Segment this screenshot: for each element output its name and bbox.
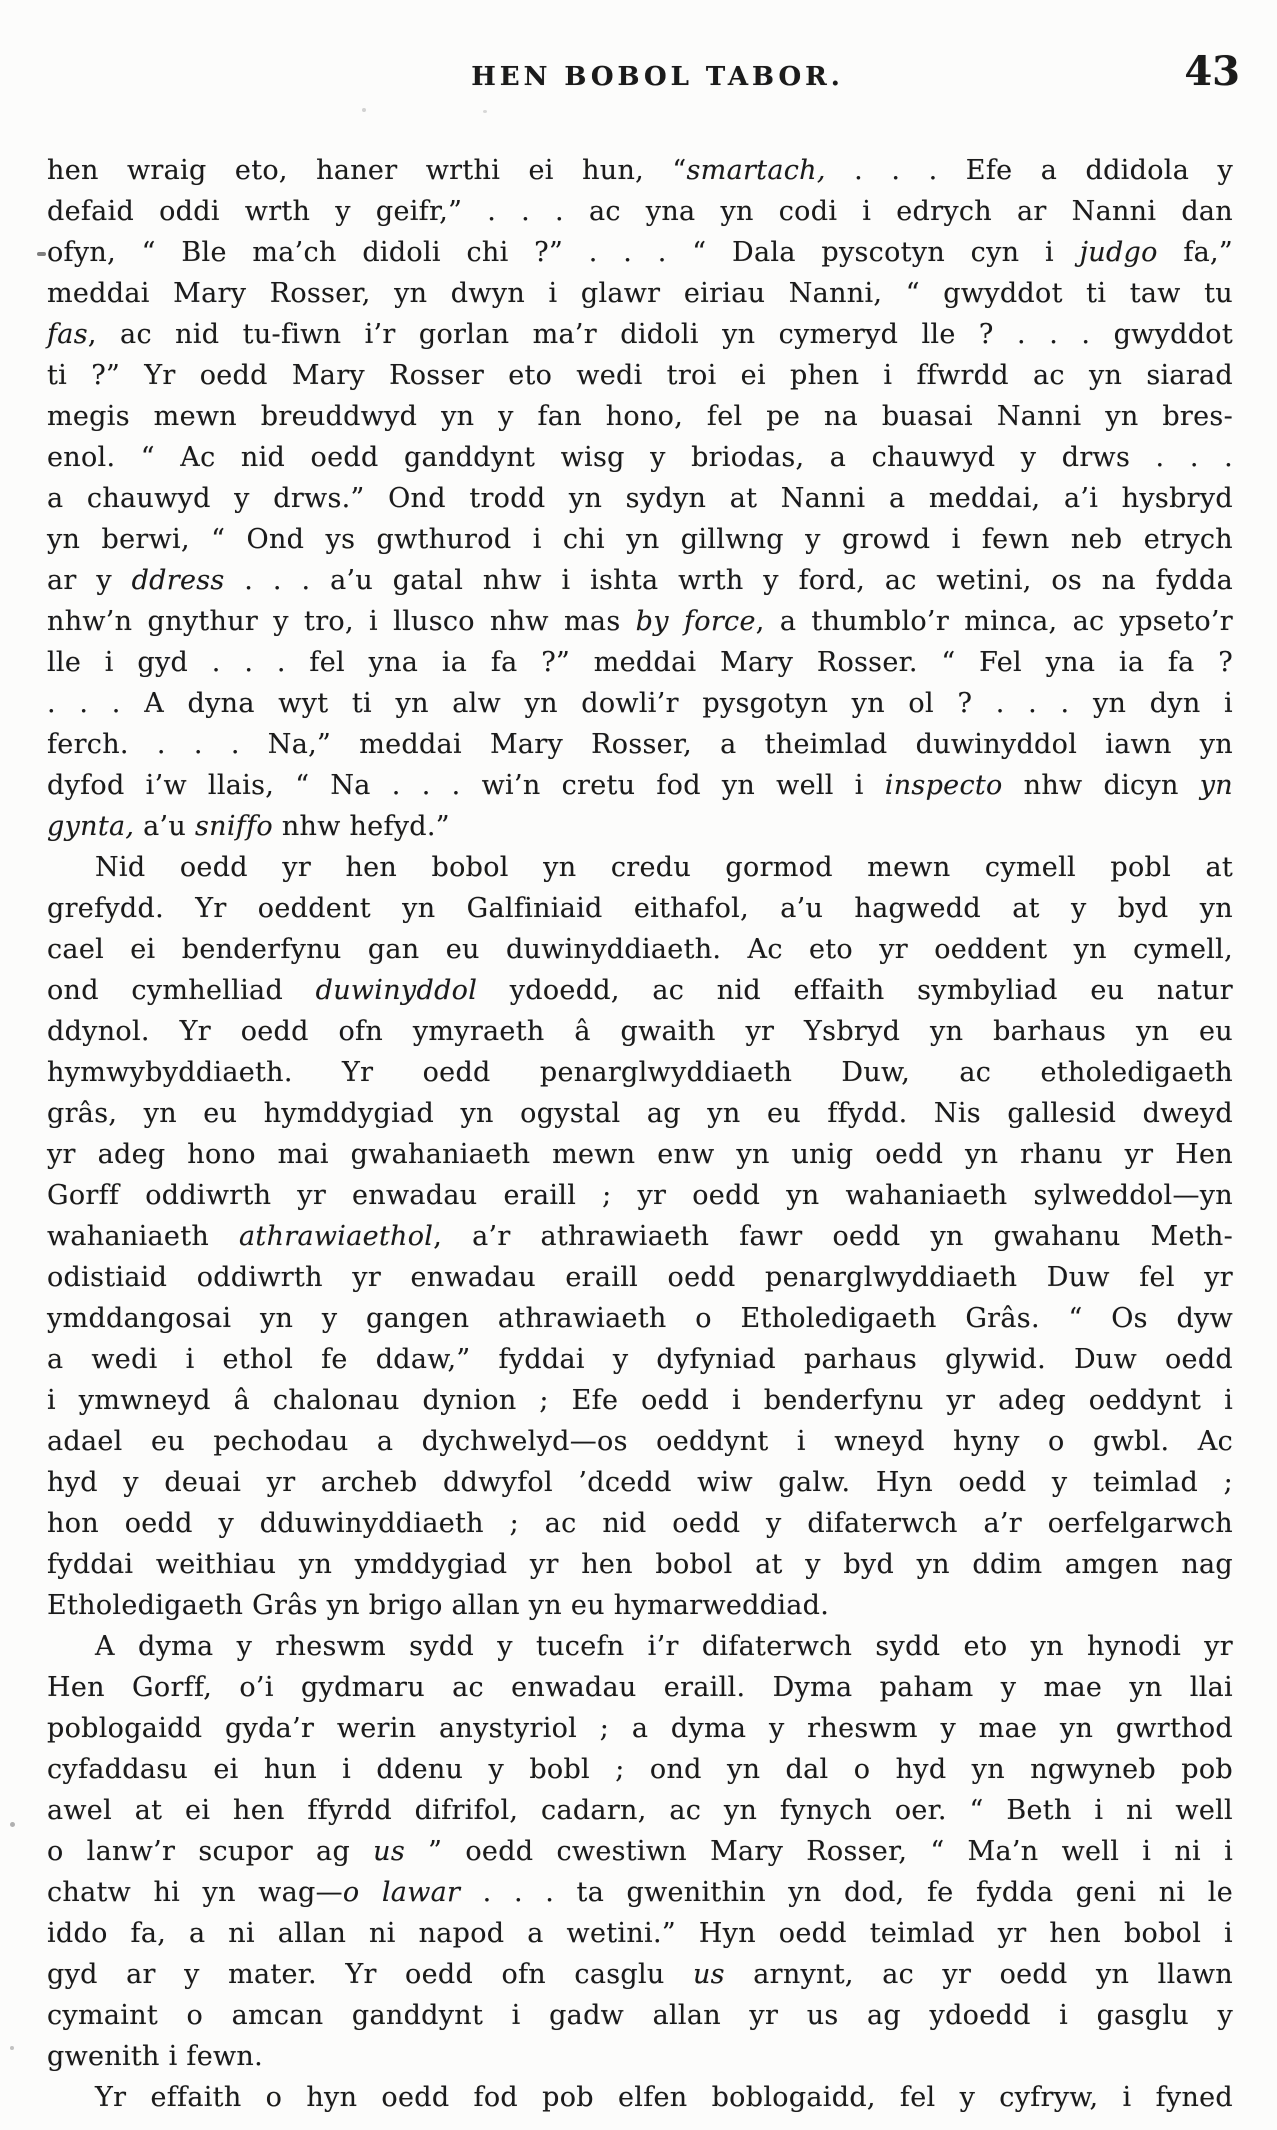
text-segment: hon oedd y dduwinyddiaeth ; ac nid oedd y difaterwch a’r oerfelgarwch xyxy=(47,1508,1233,1539)
text-segment: . . . ta gwenithin yn dod, fe fydda geni ni le xyxy=(460,1877,1233,1908)
text-line xyxy=(47,314,1233,355)
text-line xyxy=(47,1503,1233,1544)
text-segment: yn berwi, “ Ond ys gwthurod i chi yn gillwng y growd i fewn neb etrych xyxy=(47,524,1233,555)
text-line xyxy=(47,1790,1233,1831)
text-segment: fa,” xyxy=(1157,237,1233,268)
text-segment: nhw’n gnythur y tro, i llusco nhw mas xyxy=(47,606,636,637)
text-segment: ofyn, “ Ble ma’ch didoli chi ?” . . . “ Dala pyscotyn cyn i xyxy=(47,237,1080,268)
text-line xyxy=(47,1134,1233,1175)
text-segment: cael ei benderfynu gan eu duwinyddiaeth. Ac eto yr oeddent yn cymell, xyxy=(47,934,1233,965)
text-line xyxy=(47,1216,1233,1257)
text-body xyxy=(47,150,1233,2118)
text-line xyxy=(47,642,1233,683)
text-line xyxy=(47,1421,1233,1462)
text-line xyxy=(47,806,1233,847)
text-segment: ” oedd cwestiwn Mary Rosser, “ Ma’n well i ni i xyxy=(405,1836,1234,1867)
text-line xyxy=(47,1749,1233,1790)
italic-text-segment: by force xyxy=(635,606,756,637)
text-segment: a chauwyd y drws.” Ond trodd yn sydyn at Nanni a meddai, a’i hysbryd xyxy=(47,483,1233,514)
text-segment: cyfaddasu ei hun i ddenu y bobl ; ond yn dal o hyd yn ngwyneb pob xyxy=(47,1754,1233,1785)
text-line xyxy=(47,765,1233,806)
page-number: 43 xyxy=(1184,48,1240,95)
italic-text-segment: gynta, xyxy=(47,811,135,842)
text-segment: Gorff oddiwrth yr enwadau eraill ; yr oedd yn wahaniaeth sylweddol—yn xyxy=(47,1180,1233,1211)
text-segment: hyd y deuai yr archeb ddwyfol ’dcedd wiw galw. Hyn oedd y teimlad ; xyxy=(47,1467,1233,1498)
text-line xyxy=(47,478,1233,519)
text-segment: ymddangosai yn y gangen athrawiaeth o Etholedigaeth Grâs. “ Os dyw xyxy=(47,1303,1233,1334)
text-line xyxy=(47,1093,1233,1134)
italic-text-segment: yn xyxy=(1199,770,1233,801)
text-line xyxy=(47,1995,1233,2036)
text-segment: chatw hi yn wag— xyxy=(47,1877,343,1908)
scan-speck xyxy=(10,1822,15,1827)
text-segment: ti ?” Yr oedd Mary Rosser eto wedi troi ei phen i ffwrdd ac yn siarad xyxy=(47,360,1233,391)
text-segment: ond cymhelliad xyxy=(47,975,316,1006)
text-segment: odistiaid oddiwrth yr enwadau eraill oedd penarglwyddiaeth Duw fel yr xyxy=(47,1262,1233,1293)
text-segment: wahaniaeth xyxy=(47,1221,240,1252)
text-segment: , a’r athrawiaeth fawr oedd yn gwahanu Meth- xyxy=(433,1221,1233,1252)
text-segment: ydoedd, ac nid effaith symbyliad eu natur xyxy=(477,975,1233,1006)
text-line xyxy=(47,1626,1233,1667)
text-line xyxy=(47,1257,1233,1298)
text-segment: Etholedigaeth Grâs yn brigo allan yn eu hymarweddiad. xyxy=(47,1590,830,1621)
text-line xyxy=(47,1872,1233,1913)
text-line xyxy=(47,396,1233,437)
text-line xyxy=(47,1175,1233,1216)
text-segment: ar y xyxy=(47,565,132,596)
text-line xyxy=(47,2036,1233,2077)
text-segment: Hen Gorff, o’i gydmaru ac enwadau eraill. Dyma paham y mae yn llai xyxy=(47,1672,1233,1703)
italic-text-segment: us xyxy=(692,1959,725,1990)
text-segment: A dyma y rheswm sydd y tucefn i’r difaterwch sydd eto yn hynodi yr xyxy=(95,1631,1233,1662)
text-segment: grâs, yn eu hymddygiad yn ogystal ag yn eu ffydd. Nis gallesid dweyd xyxy=(47,1098,1233,1129)
scan-speck xyxy=(483,110,487,113)
text-line xyxy=(47,560,1233,601)
text-segment: Nid oedd yr hen bobol yn credu gormod mewn cymell pobl at xyxy=(95,852,1233,883)
text-segment: lle i gyd . . . fel yna ia fa ?” meddai Mary Rosser. “ Fel yna ia fa ? xyxy=(47,647,1233,678)
text-segment: gyd ar y mater. Yr oedd ofn casglu xyxy=(47,1959,693,1990)
text-segment: . . . a’u gatal nhw i ishta wrth y ford, ac wetini, os na fydda xyxy=(224,565,1233,596)
text-segment: hymwybyddiaeth. Yr oedd penarglwyddiaeth Duw, ac etholedigaeth xyxy=(47,1057,1233,1088)
text-line xyxy=(47,1667,1233,1708)
running-head xyxy=(0,62,1277,92)
paragraph xyxy=(47,1626,1233,2077)
italic-text-segment: duwinyddol xyxy=(315,975,478,1006)
text-line xyxy=(47,1298,1233,1339)
text-line xyxy=(47,683,1233,724)
text-line xyxy=(47,1585,1233,1626)
text-segment: i ymwneyd â chalonau dynion ; Efe oedd i benderfynu yr adeg oeddynt i xyxy=(47,1385,1233,1416)
text-line xyxy=(47,601,1233,642)
text-line xyxy=(47,1011,1233,1052)
text-line xyxy=(47,1339,1233,1380)
text-segment: defaid oddi wrth y geifr,” . . . ac yna yn codi i edrych ar Nanni dan xyxy=(47,196,1233,227)
scan-speck xyxy=(362,108,366,112)
text-segment: megis mewn breuddwyd yn y fan hono, fel pe na buasai Nanni yn bres- xyxy=(47,401,1233,432)
text-line xyxy=(47,1052,1233,1093)
text-segment: arnynt, ac yr oedd yn llawn xyxy=(724,1959,1233,1990)
paragraph xyxy=(47,2077,1233,2118)
text-segment: fyddai weithiau yn ymddygiad yr hen bobol at y byd yn ddim amgen nag xyxy=(47,1549,1233,1580)
italic-text-segment: athrawiaethol xyxy=(239,1221,434,1252)
paragraph xyxy=(47,150,1233,847)
text-segment: hen wraig eto, haner wrthi ei hun, “ xyxy=(47,155,687,186)
page-title: HEN BOBOL TABOR. xyxy=(471,62,844,92)
text-line xyxy=(47,1831,1233,1872)
italic-text-segment: judgo xyxy=(1079,237,1158,268)
text-line xyxy=(47,1544,1233,1585)
text-segment: ferch. . . . Na,” meddai Mary Rosser, a theimlad duwinyddol iawn yn xyxy=(47,729,1233,760)
italic-text-segment: fas xyxy=(47,319,88,350)
text-segment: ddynol. Yr oedd ofn ymyraeth â gwaith yr Ysbryd yn barhaus yn eu xyxy=(47,1016,1233,1047)
text-line xyxy=(47,929,1233,970)
text-segment: cymaint o amcan ganddynt i gadw allan yr us ag ydoedd i gasglu y xyxy=(47,2000,1233,2031)
text-segment: , ac nid tu-fiwn i’r gorlan ma’r didoli yn cymeryd lle ? . . . gwyddot xyxy=(87,319,1233,350)
scan-speck xyxy=(37,252,46,256)
text-segment: poblogaidd gyda’r werin anystyriol ; a dyma y rheswm y mae yn gwrthod xyxy=(47,1713,1233,1744)
text-line xyxy=(47,150,1233,191)
text-line xyxy=(47,1913,1233,1954)
text-segment: enol. “ Ac nid oedd ganddynt wisg y briodas, a chauwyd y drws . . . xyxy=(47,442,1233,473)
italic-text-segment: o lawar xyxy=(342,1877,461,1908)
italic-text-segment: ddress xyxy=(131,565,225,596)
text-line xyxy=(47,970,1233,1011)
text-line xyxy=(47,888,1233,929)
text-segment: grefydd. Yr oeddent yn Galfiniaid eithafol, a’u hagwedd at y byd yn xyxy=(47,893,1233,924)
scan-speck xyxy=(10,2046,14,2050)
text-segment: dyfod i’w llais, “ Na . . . wi’n cretu fod yn well i xyxy=(47,770,885,801)
text-segment: iddo fa, a ni allan ni napod a wetini.” Hyn oedd teimlad yr hen bobol i xyxy=(47,1918,1233,1949)
text-line xyxy=(47,1708,1233,1749)
text-segment: awel at ei hen ffyrdd difrifol, cadarn, ac yn fynych oer. “ Beth i ni well xyxy=(47,1795,1233,1826)
italic-text-segment: inspecto xyxy=(884,770,1003,801)
text-segment: a’u xyxy=(134,811,195,842)
text-line xyxy=(47,519,1233,560)
text-line xyxy=(47,191,1233,232)
text-line xyxy=(47,273,1233,314)
text-segment: a wedi i ethol fe ddaw,” fyddai y dyfyniad parhaus glywid. Duw oedd xyxy=(47,1344,1233,1375)
text-segment: meddai Mary Rosser, yn dwyn i glawr eiriau Nanni, “ gwyddot ti taw tu xyxy=(47,278,1233,309)
italic-text-segment: us xyxy=(373,1836,406,1867)
text-line xyxy=(47,2077,1233,2118)
text-line xyxy=(47,1462,1233,1503)
text-line xyxy=(47,1954,1233,1995)
text-line xyxy=(47,724,1233,765)
text-segment: . . . Efe a ddidola y xyxy=(825,155,1234,186)
text-segment: yr adeg hono mai gwahaniaeth mewn enw yn unig oedd yn rhanu yr Hen xyxy=(47,1139,1233,1170)
text-line xyxy=(47,437,1233,478)
italic-text-segment: sniffo xyxy=(195,811,273,842)
text-segment: o lanw’r scupor ag xyxy=(47,1836,374,1867)
text-line xyxy=(47,355,1233,396)
text-segment: Yr effaith o hyn oedd fod pob elfen boblogaidd, fel y cyfryw, i fyned xyxy=(95,2082,1233,2113)
text-segment: . . . A dyna wyt ti yn alw yn dowli’r pysgotyn yn ol ? . . . yn dyn i xyxy=(47,688,1233,719)
text-segment: gwenith i fewn. xyxy=(47,2041,263,2072)
paragraph xyxy=(47,847,1233,1626)
text-segment: nhw dicyn xyxy=(1002,770,1200,801)
text-segment: nhw hefyd.” xyxy=(272,811,450,842)
text-segment: , a thumblo’r minca, ac ypseto’r xyxy=(755,606,1234,637)
text-line xyxy=(47,232,1233,273)
text-line xyxy=(47,1380,1233,1421)
italic-text-segment: smartach, xyxy=(686,155,826,186)
text-segment: adael eu pechodau a dychwelyd—os oeddynt i wneyd hyny o gwbl. Ac xyxy=(47,1426,1233,1457)
text-line xyxy=(47,847,1233,888)
